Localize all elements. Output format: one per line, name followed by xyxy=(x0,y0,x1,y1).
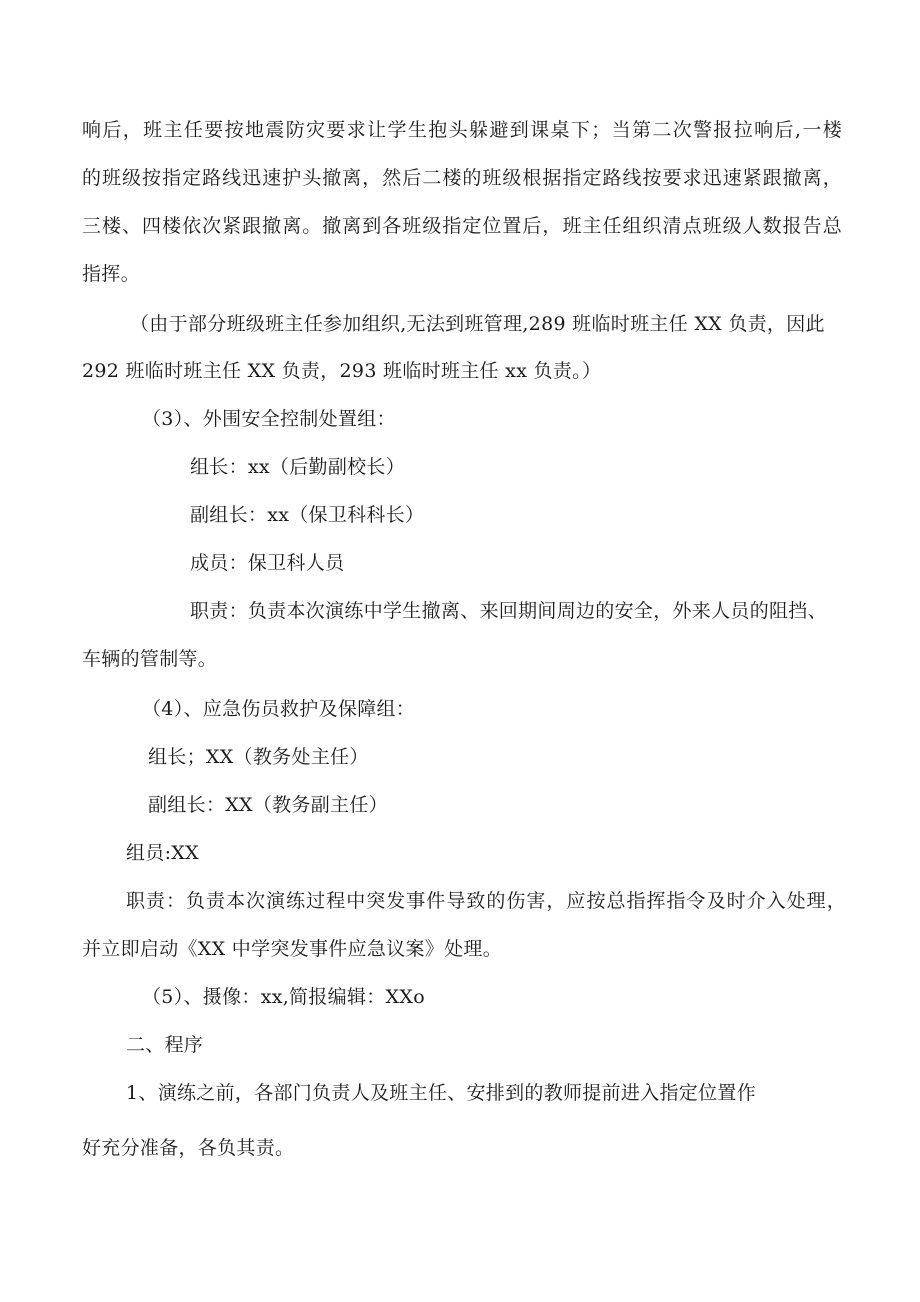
section-2-item-1-line-2: 好充分准备，各负其责。 xyxy=(82,1137,295,1159)
paragraph-1-line-1: 响后，班主任要按地震防灾要求让学生抱头躲避到课桌下；当第二次警报拉响后,一楼 xyxy=(82,119,842,141)
group-3-duty-line-1: 职责：负责本次演练中学生撤离、来回期间周边的安全，外来人员的阻挡、 xyxy=(190,600,827,622)
note-line-2: 292 班临时班主任 XX 负责，293 班临时班主任 xx 负责。） xyxy=(82,360,602,382)
paragraph-1-line-2: 的班级按指定路线迅速护头撤离，然后二楼的班级根据指定路线按要求迅速紧跟撤离， xyxy=(82,167,842,189)
paragraph-1-line-3: 三楼、四楼依次紧跟撤离。撤离到各班级指定位置后，班主任组织清点班级人数报告总 xyxy=(82,215,842,237)
group-3-members: 成员：保卫科人员 xyxy=(190,552,345,574)
group-4-members: 组员:XX xyxy=(126,842,199,864)
group-4-leader: 组长；XX（教务处主任） xyxy=(148,746,369,768)
group-4-heading: （4）、应急伤员救护及保障组： xyxy=(142,698,416,720)
note-line-1: （由于部分班级班主任参加组织,无法到班管理,289 班临时班主任 XX 负责，因此 xyxy=(130,313,825,335)
group-4-duty-line-1: 职责：负责本次演练过程中突发事件导致的伤害，应按总指挥指令及时介入处理， xyxy=(126,890,846,912)
group-4-duty-line-2: 并立即启动《XX 中学突发事件应急议案》处理。 xyxy=(82,938,502,960)
group-3-duty-line-2: 车辆的管制等。 xyxy=(82,648,218,670)
section-2-item-1-line-1: 1、演练之前，各部门负责人及班主任、安排到的教师提前进入指定位置作 xyxy=(126,1082,756,1104)
section-2-heading: 二、程序 xyxy=(126,1034,204,1056)
group-3-deputy: 副组长：xx（保卫科科长） xyxy=(190,504,425,526)
paragraph-1-line-4: 指挥。 xyxy=(82,263,140,285)
group-3-heading: （3）、外围安全控制处置组： xyxy=(142,408,396,430)
group-4-deputy: 副组长：XX（教务副主任） xyxy=(148,794,388,816)
group-3-leader: 组长：xx（后勤副校长） xyxy=(190,456,406,478)
group-5-heading: （5）、摄像：xx,简报编辑：XXo xyxy=(142,986,425,1008)
